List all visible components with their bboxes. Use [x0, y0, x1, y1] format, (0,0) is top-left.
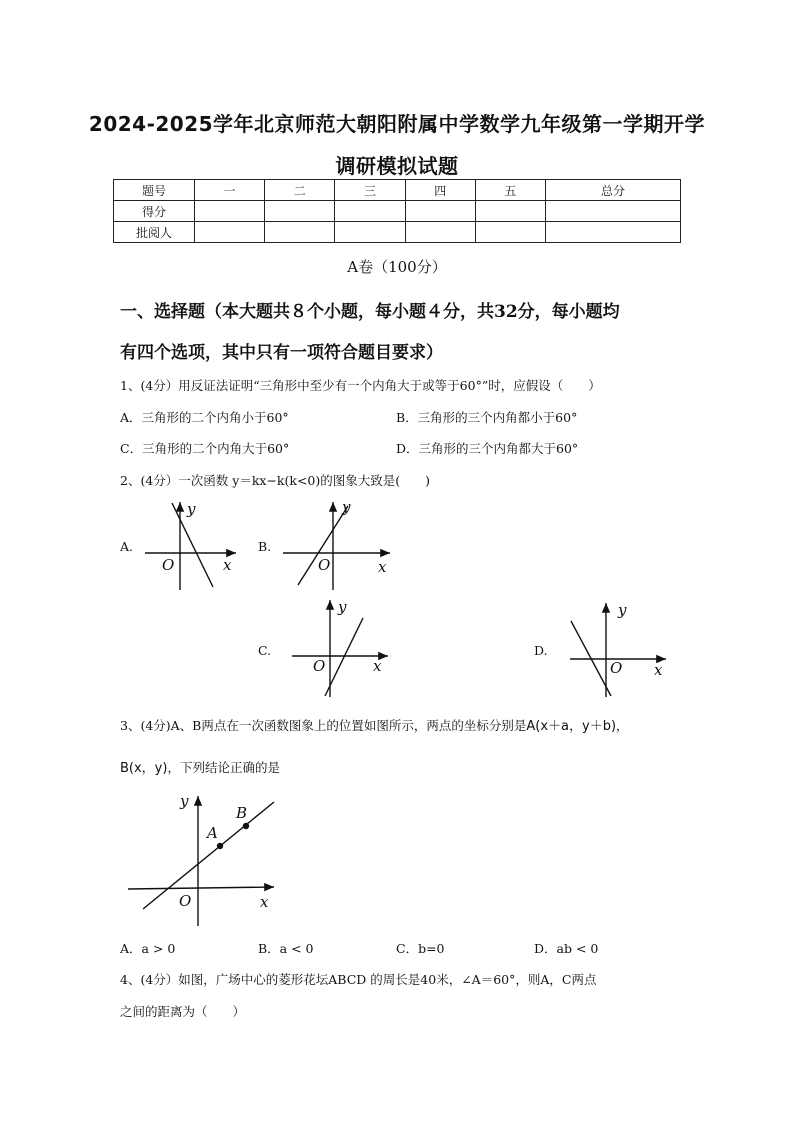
q1-option-b[interactable]: B．三角形的三个内角都小于60°: [396, 410, 578, 425]
q1-option-c[interactable]: C．三角形的二个内角大于60°: [120, 441, 290, 456]
q3-option-c[interactable]: C．b=0: [396, 941, 445, 956]
score-table-header-cell: 题号: [114, 180, 195, 201]
axis-label-x: x: [654, 661, 663, 679]
q3-axis-label-y: y: [180, 792, 189, 810]
q3-option-b[interactable]: B．a < 0: [258, 941, 314, 956]
exam-title-line1: 2024-2025学年北京师范大朝阳附属中学数学九年级第一学期开学: [88, 112, 706, 136]
score-table-row-label: 得分: [114, 201, 195, 222]
section1-heading-line1: 一、选择题（本大题共８个小题，每小题４分，共32分，每小题均: [120, 302, 620, 322]
q3-point-b: [243, 823, 249, 829]
q1-option-a[interactable]: A．三角形的二个内角小于60°: [120, 410, 289, 425]
q3-point-a: [217, 843, 223, 849]
origin-label: O: [610, 659, 623, 677]
score-table-header-cell: 一: [195, 180, 265, 201]
score-table-header-cell: 二: [265, 180, 335, 201]
q2-option-a[interactable]: A.: [120, 539, 134, 554]
score-table-header-cell: 四: [405, 180, 475, 201]
q3-label-a: A: [207, 824, 218, 842]
q3-option-a[interactable]: A．a > 0: [120, 941, 176, 956]
score-table-header-cell: 三: [335, 180, 405, 201]
q1-option-d[interactable]: D．三角形的三个内角都大于60°: [396, 441, 579, 456]
q2-graph-b: [283, 502, 390, 590]
axis-label-x: x: [378, 558, 387, 576]
score-table-header-cell: 五: [475, 180, 545, 201]
q3-stem-line1: [120, 715, 629, 734]
origin-label: O: [318, 556, 331, 574]
q3-option-d[interactable]: D．ab < 0: [534, 941, 599, 956]
axis-label-y: y: [342, 498, 351, 516]
q3-coord-a: A(x＋a，y＋b): [526, 719, 617, 734]
q4-stem-line2: 之间的距离为（ ）: [120, 1004, 246, 1019]
q1-stem: 1、(4分）用反证法证明“三角形中至少有一个内角大于或等于60°”时，应假设（ ）: [120, 378, 601, 393]
exam-title-line2: 调研模拟试题: [335, 154, 459, 178]
q3-origin-label: O: [179, 892, 192, 910]
q3-stem-text: ，下列结论正确的是: [167, 760, 280, 775]
origin-label: O: [162, 556, 175, 574]
q2-stem: 2、(4分）一次函数 y＝kx−k(k<0)的图象大致是( ): [120, 473, 430, 488]
q2-option-d[interactable]: D.: [534, 643, 548, 658]
origin-label: O: [313, 657, 326, 675]
q3-stem-text: 3、(4分)A、B两点在一次函数图象上的位置如图所示，两点的坐标分别是: [120, 718, 527, 733]
q3-coord-b: B(x，y): [120, 761, 168, 776]
q3-stem-line2: [120, 757, 280, 776]
part-title: A卷（100分）: [347, 258, 447, 276]
axis-label-y: y: [187, 500, 196, 518]
axis-label-y: y: [338, 598, 347, 616]
q2-option-b[interactable]: B.: [258, 539, 272, 554]
q2-option-c[interactable]: C.: [258, 643, 272, 658]
q3-comma: ，: [616, 718, 629, 733]
score-table-row-label: 批阅人: [114, 222, 195, 243]
axis-label-x: x: [373, 657, 382, 675]
section1-heading-line2: 有四个选项，其中只有一项符合题目要求）: [120, 343, 443, 363]
q4-stem-line1: 4、(4分）如图，广场中心的菱形花坛ABCD 的周长是40米，∠A＝60°，则A，C两点: [120, 972, 597, 987]
score-table-header-cell: 总分: [546, 180, 681, 201]
q3-label-b: B: [236, 804, 248, 822]
axis-label-y: y: [618, 601, 627, 619]
q3-axis-label-x: x: [260, 893, 269, 911]
q3-graph: [128, 796, 274, 926]
axis-label-x: x: [223, 556, 232, 574]
